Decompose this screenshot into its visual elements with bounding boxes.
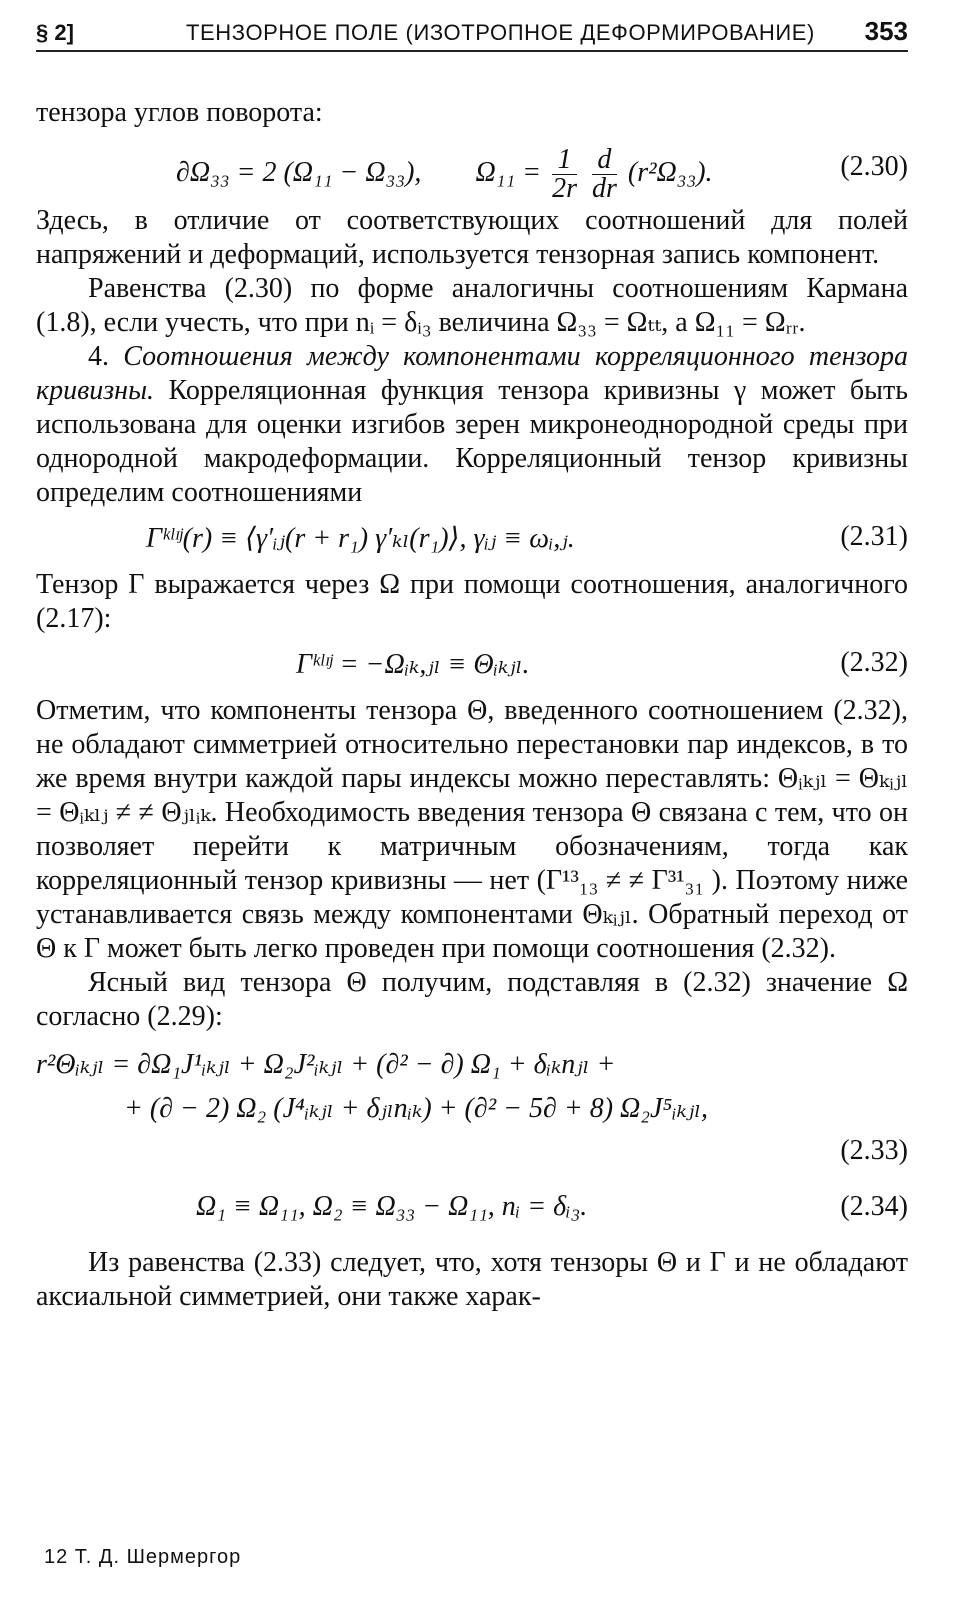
equation-number: (2.32) xyxy=(840,647,908,678)
equation-number: (2.30) xyxy=(840,151,908,182)
paragraph: Из равенства (2.33) следует, что, хотя тензоры Θ и Γ и не обладают аксиальной симметрией, они также харак- xyxy=(36,1247,908,1312)
equation-part: ∂Ω₃₃ = 2 (Ω₁₁ − Ω₃₃), xyxy=(176,156,422,188)
footer-signature: 12 Т. Д. Шермергор xyxy=(44,1546,242,1568)
equation-part: (r²Ω₃₃). xyxy=(627,156,713,188)
paragraph: Тензор Γ выражается через Ω при помощи соотношения, аналогичного (2.17): xyxy=(36,569,908,634)
equation-2-30 xyxy=(36,136,908,204)
equation-2-31: Γᵏˡᶦʲ(r) ≡ ⟨γ′ᵢⱼ(r + r₁) γ′ₖₗ(r₁)⟩, γᵢⱼ ≡ ωᵢ,ⱼ. (2.31) xyxy=(146,521,908,554)
equation-part: Ω₁₁ = xyxy=(475,156,542,188)
paragraph: Отметим, что компоненты тензора Θ, введенного соотношением (2.32), не обладают симметрией относительно перестановки пар индексов, в то же время внутри каждой пары индексы можно переставлять: Θᵢₖⱼₗ = Θₖᵢⱼₗ = Θᵢₖₗⱼ ≠ ≠ Θⱼₗᵢₖ. Необходимость введения тензора Θ связана с тем, что он позволяет перейти к матричным обозначениям, тогда как корреляционный тензор кривизны — нет (Γ¹³₁₃ ≠ ≠ Γ³¹₃₁ ). Поэтому ниже устанавливается связь между компонентами Θₖᵢⱼₗ. Обратный переход от Θ к Γ может быть легко проведен при помощи соотношения (2.32). xyxy=(36,695,908,964)
equation-number: (2.33) xyxy=(840,1135,908,1166)
paragraph: 4. Соотношения между компонентами корреляционного тензора кривизны. Корреляционная функция тензора кривизны γ может быть использована для оценки изгибов зерен микронеоднородной среды при однородной макродеформации. Корреляционный тензор кривизны определим соотношениями xyxy=(36,341,909,508)
equation-2-33: r²Θᵢₖⱼₗ = ∂Ω₁J¹ᵢₖⱼₗ + Ω₂J²ᵢₖⱼₗ + (∂² − ∂) Ω₁ + δᵢₖnⱼₗ + + (∂ − 2) Ω₂ (J⁴ᵢₖⱼₗ + δⱼₗnᵢₖ) + (∂² − 5∂ + 8) Ω₂J⁵ᵢₖⱼₗ, (2.33) xyxy=(36,1049,908,1166)
paragraph: тензора углов поворота: xyxy=(36,97,323,128)
equation-2-32: Γᵏˡᶦʲ = −Ωᵢₖ,ⱼₗ ≡ Θᵢₖⱼₗ. (2.32) xyxy=(296,647,908,680)
equation-2-34: Ω₁ ≡ Ω₁₁, Ω₂ ≡ Ω₃₃ − Ω₁₁, nᵢ = δᵢ₃. (2.34) xyxy=(196,1191,908,1222)
fraction: $\frac{1}{2r}$ xyxy=(552,144,577,204)
section-ref: § 2] xyxy=(36,20,74,45)
paragraph: Ясный вид тензора Θ получим, подставляя в (2.32) значение Ω согласно (2.29): xyxy=(36,967,908,1032)
fraction: $\frac{d}{dr}$ xyxy=(591,144,617,204)
italic-heading: Соотношения между компонентами корреляционного тензора кривизны. xyxy=(36,341,909,406)
running-title: ТЕНЗОРНОЕ ПОЛЕ (ИЗОТРОПНОЕ ДЕФОРМИРОВАНИЕ) xyxy=(186,20,815,45)
page-number: 353 xyxy=(864,16,908,46)
equation-number: (2.34) xyxy=(840,1191,908,1222)
equation-number: (2.31) xyxy=(840,521,908,552)
page-content xyxy=(36,96,908,1314)
running-header xyxy=(36,10,908,52)
paragraph: Здесь, в отличие от соответствующих соотношений для полей напряжений и деформаций, используется тензорная запись компонент. xyxy=(36,205,908,270)
paragraph: Равенства (2.30) по форме аналогичны соотношениям Кармана (1.8), если учесть, что при nᵢ = δᵢ₃ величина Ω₃₃ = Ωₜₜ, а Ω₁₁ = Ωᵣᵣ. xyxy=(36,273,908,338)
